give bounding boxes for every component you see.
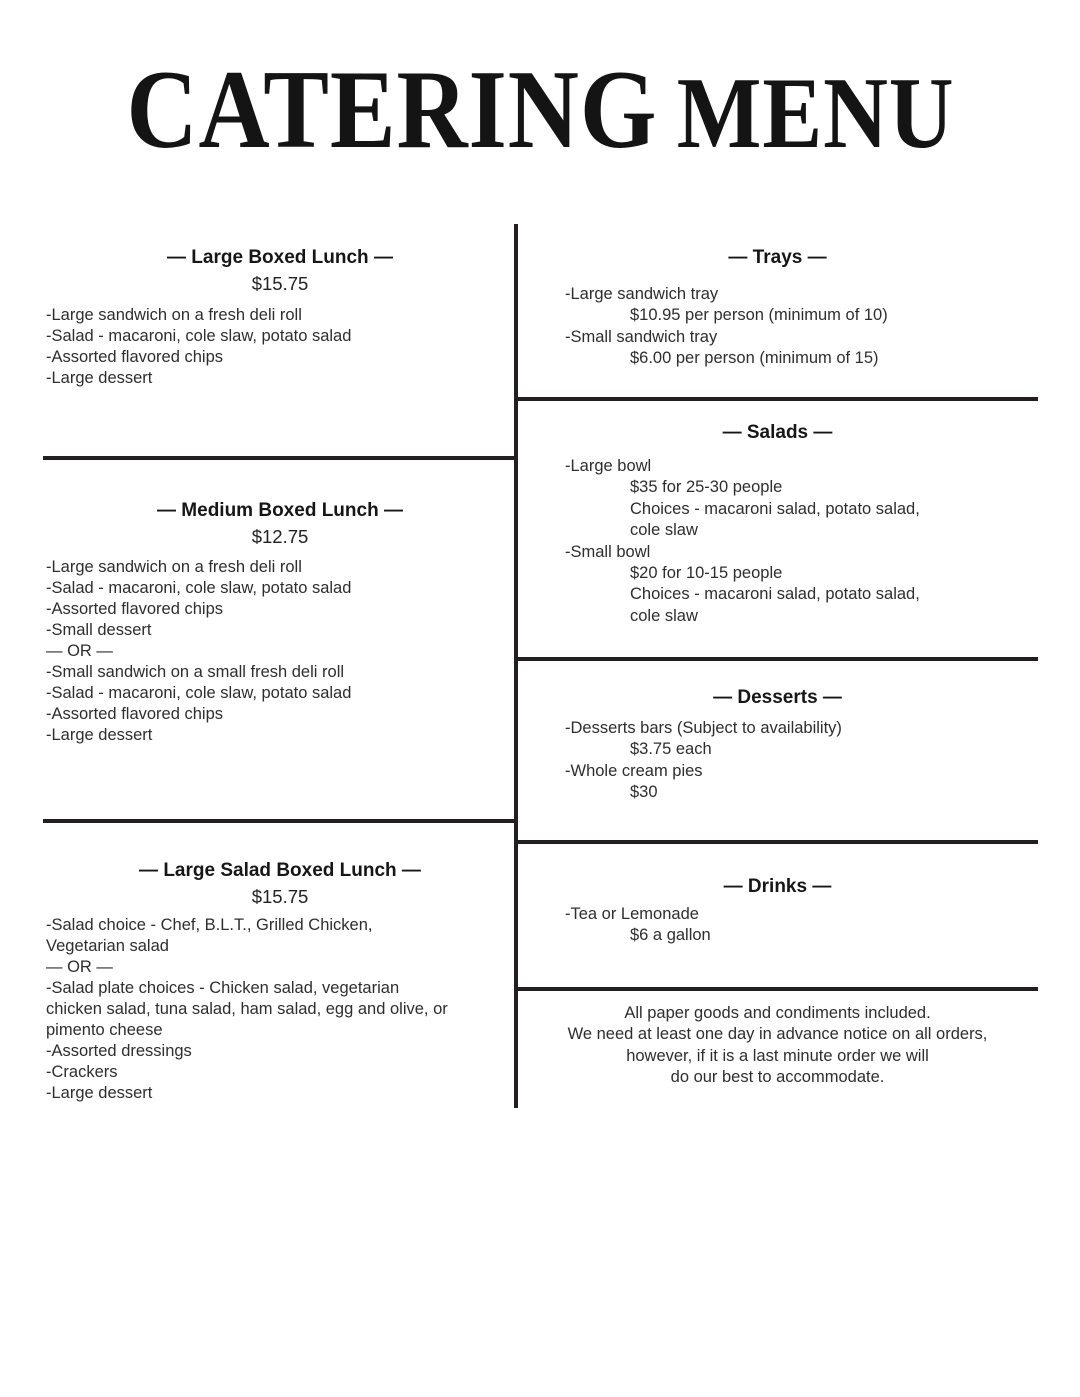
footer-note-line: do our best to accommodate. bbox=[670, 1068, 885, 1087]
menu-item: -Large sandwich tray bbox=[565, 285, 719, 303]
section-heading-desserts: — Desserts — bbox=[713, 687, 842, 708]
footer-note-line: All paper goods and condiments included. bbox=[624, 1004, 931, 1022]
menu-item-or-separator: — OR — bbox=[46, 958, 113, 976]
menu-item: -Assorted flavored chips bbox=[46, 600, 223, 618]
section-items-drinks bbox=[565, 904, 1038, 947]
right-divider-2 bbox=[517, 657, 1038, 661]
menu-item: -Small bowl bbox=[565, 542, 651, 561]
menu-item: -Large sandwich on a fresh deli roll bbox=[46, 558, 302, 576]
menu-item: -Large dessert bbox=[46, 726, 153, 744]
menu-item: -Assorted flavored chips bbox=[46, 705, 223, 723]
menu-item: -Assorted dressings bbox=[46, 1042, 192, 1060]
menu-item-price: $35 for 25-30 people bbox=[630, 478, 783, 497]
section-heading-large-salad-boxed-lunch: — Large Salad Boxed Lunch — bbox=[139, 860, 421, 881]
menu-item-price: $20 for 10-15 people bbox=[630, 564, 783, 583]
menu-item: -Small sandwich on a small fresh deli roll bbox=[46, 663, 345, 681]
title-word-catering: CATERING bbox=[125, 48, 657, 172]
section-heading-drinks: — Drinks — bbox=[723, 876, 832, 897]
menu-item-price: $30 bbox=[630, 783, 658, 802]
menu-item-choices: Choices - macaroni salad, potato salad, bbox=[630, 585, 920, 604]
right-divider-4 bbox=[517, 987, 1038, 991]
title-word-menu: MENU bbox=[676, 57, 955, 170]
right-divider-1 bbox=[517, 397, 1038, 401]
menu-item: -Salad choice - Chef, B.L.T., Grilled Chicken, bbox=[46, 916, 373, 934]
menu-item-choices-continuation: cole slaw bbox=[630, 606, 698, 625]
page-title bbox=[0, 50, 1080, 174]
footer-note-line: We need at least one day in advance notice on all orders, bbox=[567, 1025, 988, 1044]
menu-item-choices-continuation: cole slaw bbox=[630, 521, 698, 540]
menu-item: -Whole cream pies bbox=[565, 761, 703, 780]
menu-item-continuation: pimento cheese bbox=[46, 1021, 163, 1039]
section-heading-trays: — Trays — bbox=[728, 247, 827, 268]
menu-item: -Small dessert bbox=[46, 621, 152, 639]
section-items-trays bbox=[565, 284, 1038, 370]
left-divider-2 bbox=[43, 819, 517, 823]
menu-item: -Salad - macaroni, cole slaw, potato salad bbox=[46, 327, 352, 345]
section-items-desserts bbox=[565, 718, 1038, 804]
menu-item-price: $6.00 per person (minimum of 15) bbox=[630, 349, 879, 368]
menu-item-continuation: Vegetarian salad bbox=[46, 937, 169, 955]
section-price-large-boxed-lunch: $15.75 bbox=[251, 273, 309, 294]
menu-item: -Large bowl bbox=[565, 457, 652, 475]
section-items-salads bbox=[565, 456, 1038, 627]
menu-item: -Large sandwich on a fresh deli roll bbox=[46, 306, 302, 324]
menu-item: -Small sandwich tray bbox=[565, 327, 718, 346]
menu-item: -Desserts bars (Subject to availability) bbox=[565, 719, 842, 737]
section-items-large-salad-boxed-lunch bbox=[46, 915, 514, 1104]
section-heading-large-boxed-lunch: — Large Boxed Lunch — bbox=[167, 247, 393, 268]
menu-item-choices: Choices - macaroni salad, potato salad, bbox=[630, 499, 920, 518]
menu-item-price: $6 a gallon bbox=[630, 926, 711, 945]
menu-item: -Large dessert bbox=[46, 369, 153, 387]
menu-item: -Salad - macaroni, cole slaw, potato salad bbox=[46, 684, 352, 702]
menu-item-price: $10.95 per person (minimum of 10) bbox=[630, 306, 888, 325]
right-divider-3 bbox=[517, 840, 1038, 844]
page-title-text bbox=[126, 50, 954, 174]
footer-note bbox=[517, 1003, 1038, 1089]
column-divider-line bbox=[514, 224, 518, 1108]
menu-item-or-separator: — OR — bbox=[46, 642, 113, 660]
menu-item-price: $3.75 each bbox=[630, 740, 712, 759]
section-price-medium-boxed-lunch: $12.75 bbox=[251, 526, 309, 547]
section-heading-salads: — Salads — bbox=[722, 422, 833, 443]
menu-item: -Assorted flavored chips bbox=[46, 348, 223, 366]
section-heading-medium-boxed-lunch: — Medium Boxed Lunch — bbox=[157, 500, 403, 521]
section-items-large-boxed-lunch bbox=[46, 305, 514, 389]
section-price-large-salad-boxed-lunch: $15.75 bbox=[251, 886, 309, 907]
section-items-medium-boxed-lunch bbox=[46, 557, 514, 746]
menu-item: -Salad plate choices - Chicken salad, vegetarian bbox=[46, 979, 400, 997]
menu-item-continuation: chicken salad, tuna salad, ham salad, egg and olive, or bbox=[46, 1000, 448, 1018]
menu-item: -Crackers bbox=[46, 1063, 118, 1081]
menu-item: -Tea or Lemonade bbox=[565, 905, 699, 923]
footer-note-line: however, if it is a last minute order we will bbox=[626, 1046, 929, 1065]
menu-item: -Large dessert bbox=[46, 1084, 153, 1102]
left-divider-1 bbox=[43, 456, 517, 460]
menu-item: -Salad - macaroni, cole slaw, potato salad bbox=[46, 579, 352, 597]
